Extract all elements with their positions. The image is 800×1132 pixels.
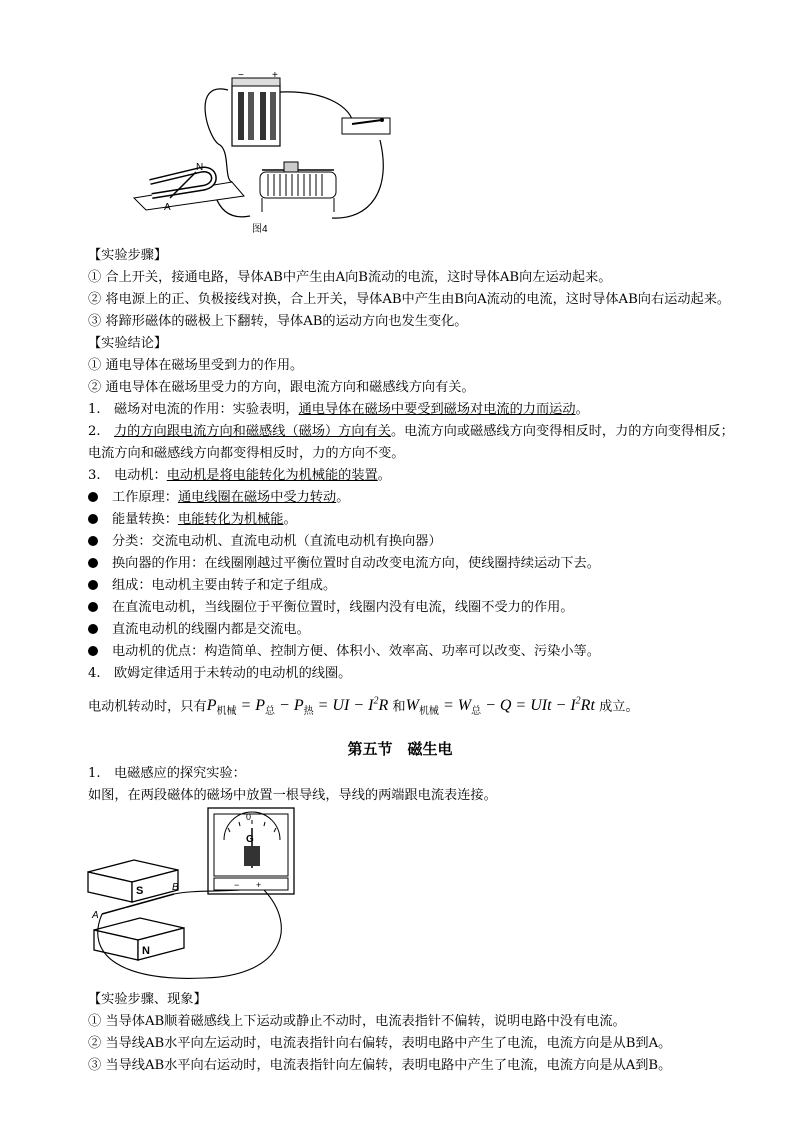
bullet-classification: [88, 532, 442, 552]
bullet-1-underlined: 通电线圈在磁场中受力转动: [177, 490, 337, 505]
point-3: [88, 466, 391, 486]
formula-and: 和: [392, 699, 406, 715]
point-2-number: 2.: [88, 424, 101, 439]
bullet-working-principle: [88, 488, 349, 508]
steps-heading: 【实验步骤】: [88, 248, 168, 263]
point-3-text: 电动机：: [114, 468, 167, 483]
point-2-continued: 电流方向和磁感线方向都变得相反时，力的方向不变。: [88, 446, 405, 461]
induction-experiment-diagram: [84, 806, 314, 986]
steps2-heading: 【实验步骤、现象】: [88, 992, 207, 1007]
galvanometer-minus-label: −: [234, 880, 240, 890]
bullet-5-text: 组成：电动机主要由转子和定子组成。: [112, 578, 337, 593]
bullet-dot-icon: [88, 624, 98, 634]
bullet-dc-coil: [88, 620, 310, 640]
work-formula: $W_{机械} = W_总 - Q$ = UIt − $I^2Rt$: [405, 696, 595, 718]
power-formula: $P_{机械} = P_总 - P_热$ = UI − $I^2R$: [206, 696, 389, 718]
point-3-underlined: 电动机是将电能转化为机械能的装置: [166, 468, 378, 483]
bullet-dot-icon: [88, 492, 98, 502]
bullet-2-underlined: 电能转化为机械能: [177, 512, 284, 527]
figure1-caption: 图4: [252, 224, 268, 235]
bullet-dot-icon: [88, 646, 98, 656]
bullet-2-suffix: 。: [283, 512, 297, 527]
point-1-number: 1.: [88, 402, 101, 417]
bullet-4-text: 换向器的作用：在线圈刚越过平衡位置时自动改变电流方向，使线圈持续运动下去。: [112, 556, 600, 571]
figure-4-apparatus-diagram: [120, 70, 420, 240]
magnet-n-label: N: [142, 945, 150, 957]
conductor-b-label: B: [172, 882, 179, 893]
steps2-item-3: ③ 当导线AB水平向右运动时，电流表指针向左偏转，表明电路中产生了电流，电流方向是从A到B。: [88, 1058, 672, 1073]
point-4-text: 欧姆定律适用于未转动的电动机的线圈。: [114, 666, 352, 681]
step-2: ② 将电源上的正、负极接线对换，合上开关，导体AB中产生由B向A流动的电流，这时导体AB向右运动起来。: [88, 292, 731, 307]
galvanometer-g-label: G: [246, 834, 254, 845]
point-1-text: 磁场对电流的作用：实验表明，: [114, 402, 299, 417]
bullet-1-label: 工作原理：: [112, 490, 178, 505]
bullet-dot-icon: [88, 514, 98, 524]
induction-description: 如图，在两段磁体的磁场中放置一根导线，导线的两端跟电流表连接。: [88, 788, 497, 803]
point-1-suffix: 。: [575, 402, 589, 417]
bullet-commutator: [88, 554, 600, 574]
point-1-underlined: 通电导体在磁场中要受到磁场对电流的力而运动: [298, 402, 576, 417]
step-3: ③ 将蹄形磁体的磁极上下翻转，导体AB的运动方向也发生变化。: [88, 314, 468, 329]
conductor-a-label: A: [92, 910, 99, 921]
bullet-7-text: 直流电动机的线圈内都是交流电。: [112, 622, 310, 637]
bullet-3-text: 分类：交流电动机、直流电动机（直流电动机有换向器）: [112, 534, 442, 549]
point-4-number: 4.: [88, 666, 101, 681]
point-2: [88, 422, 734, 442]
point-2-underlined: 力的方向跟电流方向和磁感线（磁场）方向有关: [114, 424, 391, 439]
steps2-item-2: ② 当导线AB水平向左运动时，电流表指针向右偏转，表明电路中产生了电流，电流方向是从B到A。: [88, 1036, 672, 1051]
formula-suffix: 成立。: [599, 699, 639, 715]
bullet-dot-icon: [88, 536, 98, 546]
point-3-number: 3.: [88, 468, 101, 483]
figure1-plus-label: +: [272, 70, 278, 81]
figure1-a-label: A: [164, 202, 171, 213]
point-2-text: 。电流方向或磁感线方向变得相反时，力的方向变得相反；: [390, 424, 734, 439]
point-3-suffix: 。: [377, 468, 391, 483]
bullet-dot-icon: [88, 558, 98, 568]
galvanometer-plus-label: +: [256, 880, 262, 890]
conclusion-heading: 【实验结论】: [88, 336, 168, 351]
bullet-6-text: 在直流电动机，当线圈位于平衡位置时，线圈内没有电流，线圈不受力的作用。: [112, 600, 574, 615]
motor-formula-line: [88, 690, 639, 725]
induction-title: 电磁感应的探究实验：: [114, 766, 246, 781]
bullet-advantages: [88, 642, 600, 662]
bullet-composition: [88, 576, 336, 596]
section-title: 第五节 磁生电: [347, 740, 453, 758]
conclusion-2: ② 通电导体在磁场里受力的方向，跟电流方向和磁感线方向有关。: [88, 380, 475, 395]
bullet-8-text: 电动机的优点：构造简单、控制方便、体积小、效率高、功率可以改变、污染小等。: [112, 644, 600, 659]
figure1-minus-label: −: [238, 70, 244, 81]
bullet-2-label: 能量转换：: [112, 512, 178, 527]
point-1: [88, 400, 589, 420]
bullet-1-suffix: 。: [336, 490, 350, 505]
galvanometer-zero-label: 0: [246, 812, 252, 822]
conclusion-1: ① 通电导体在磁场里受到力的作用。: [88, 358, 304, 373]
steps2-item-1: ① 当导体AB顺着磁感线上下运动或静止不动时，电流表指针不偏转，说明电路中没有电流。: [88, 1014, 626, 1029]
induction-number: 1.: [88, 766, 101, 781]
bullet-balance-position: [88, 598, 574, 618]
magnet-s-label: S: [136, 885, 144, 897]
induction-point-1: [88, 764, 246, 784]
step-1: ① 合上开关，接通电路，导体AB中产生由A向B流动的电流，这时导体AB向左运动起来。: [88, 270, 612, 285]
bullet-dot-icon: [88, 602, 98, 612]
point-4: [88, 664, 351, 684]
formula-prefix: 电动机转动时，只有: [88, 699, 207, 715]
bullet-energy-conversion: [88, 510, 297, 530]
bullet-dot-icon: [88, 580, 98, 590]
figure1-north-label: N: [196, 162, 204, 173]
